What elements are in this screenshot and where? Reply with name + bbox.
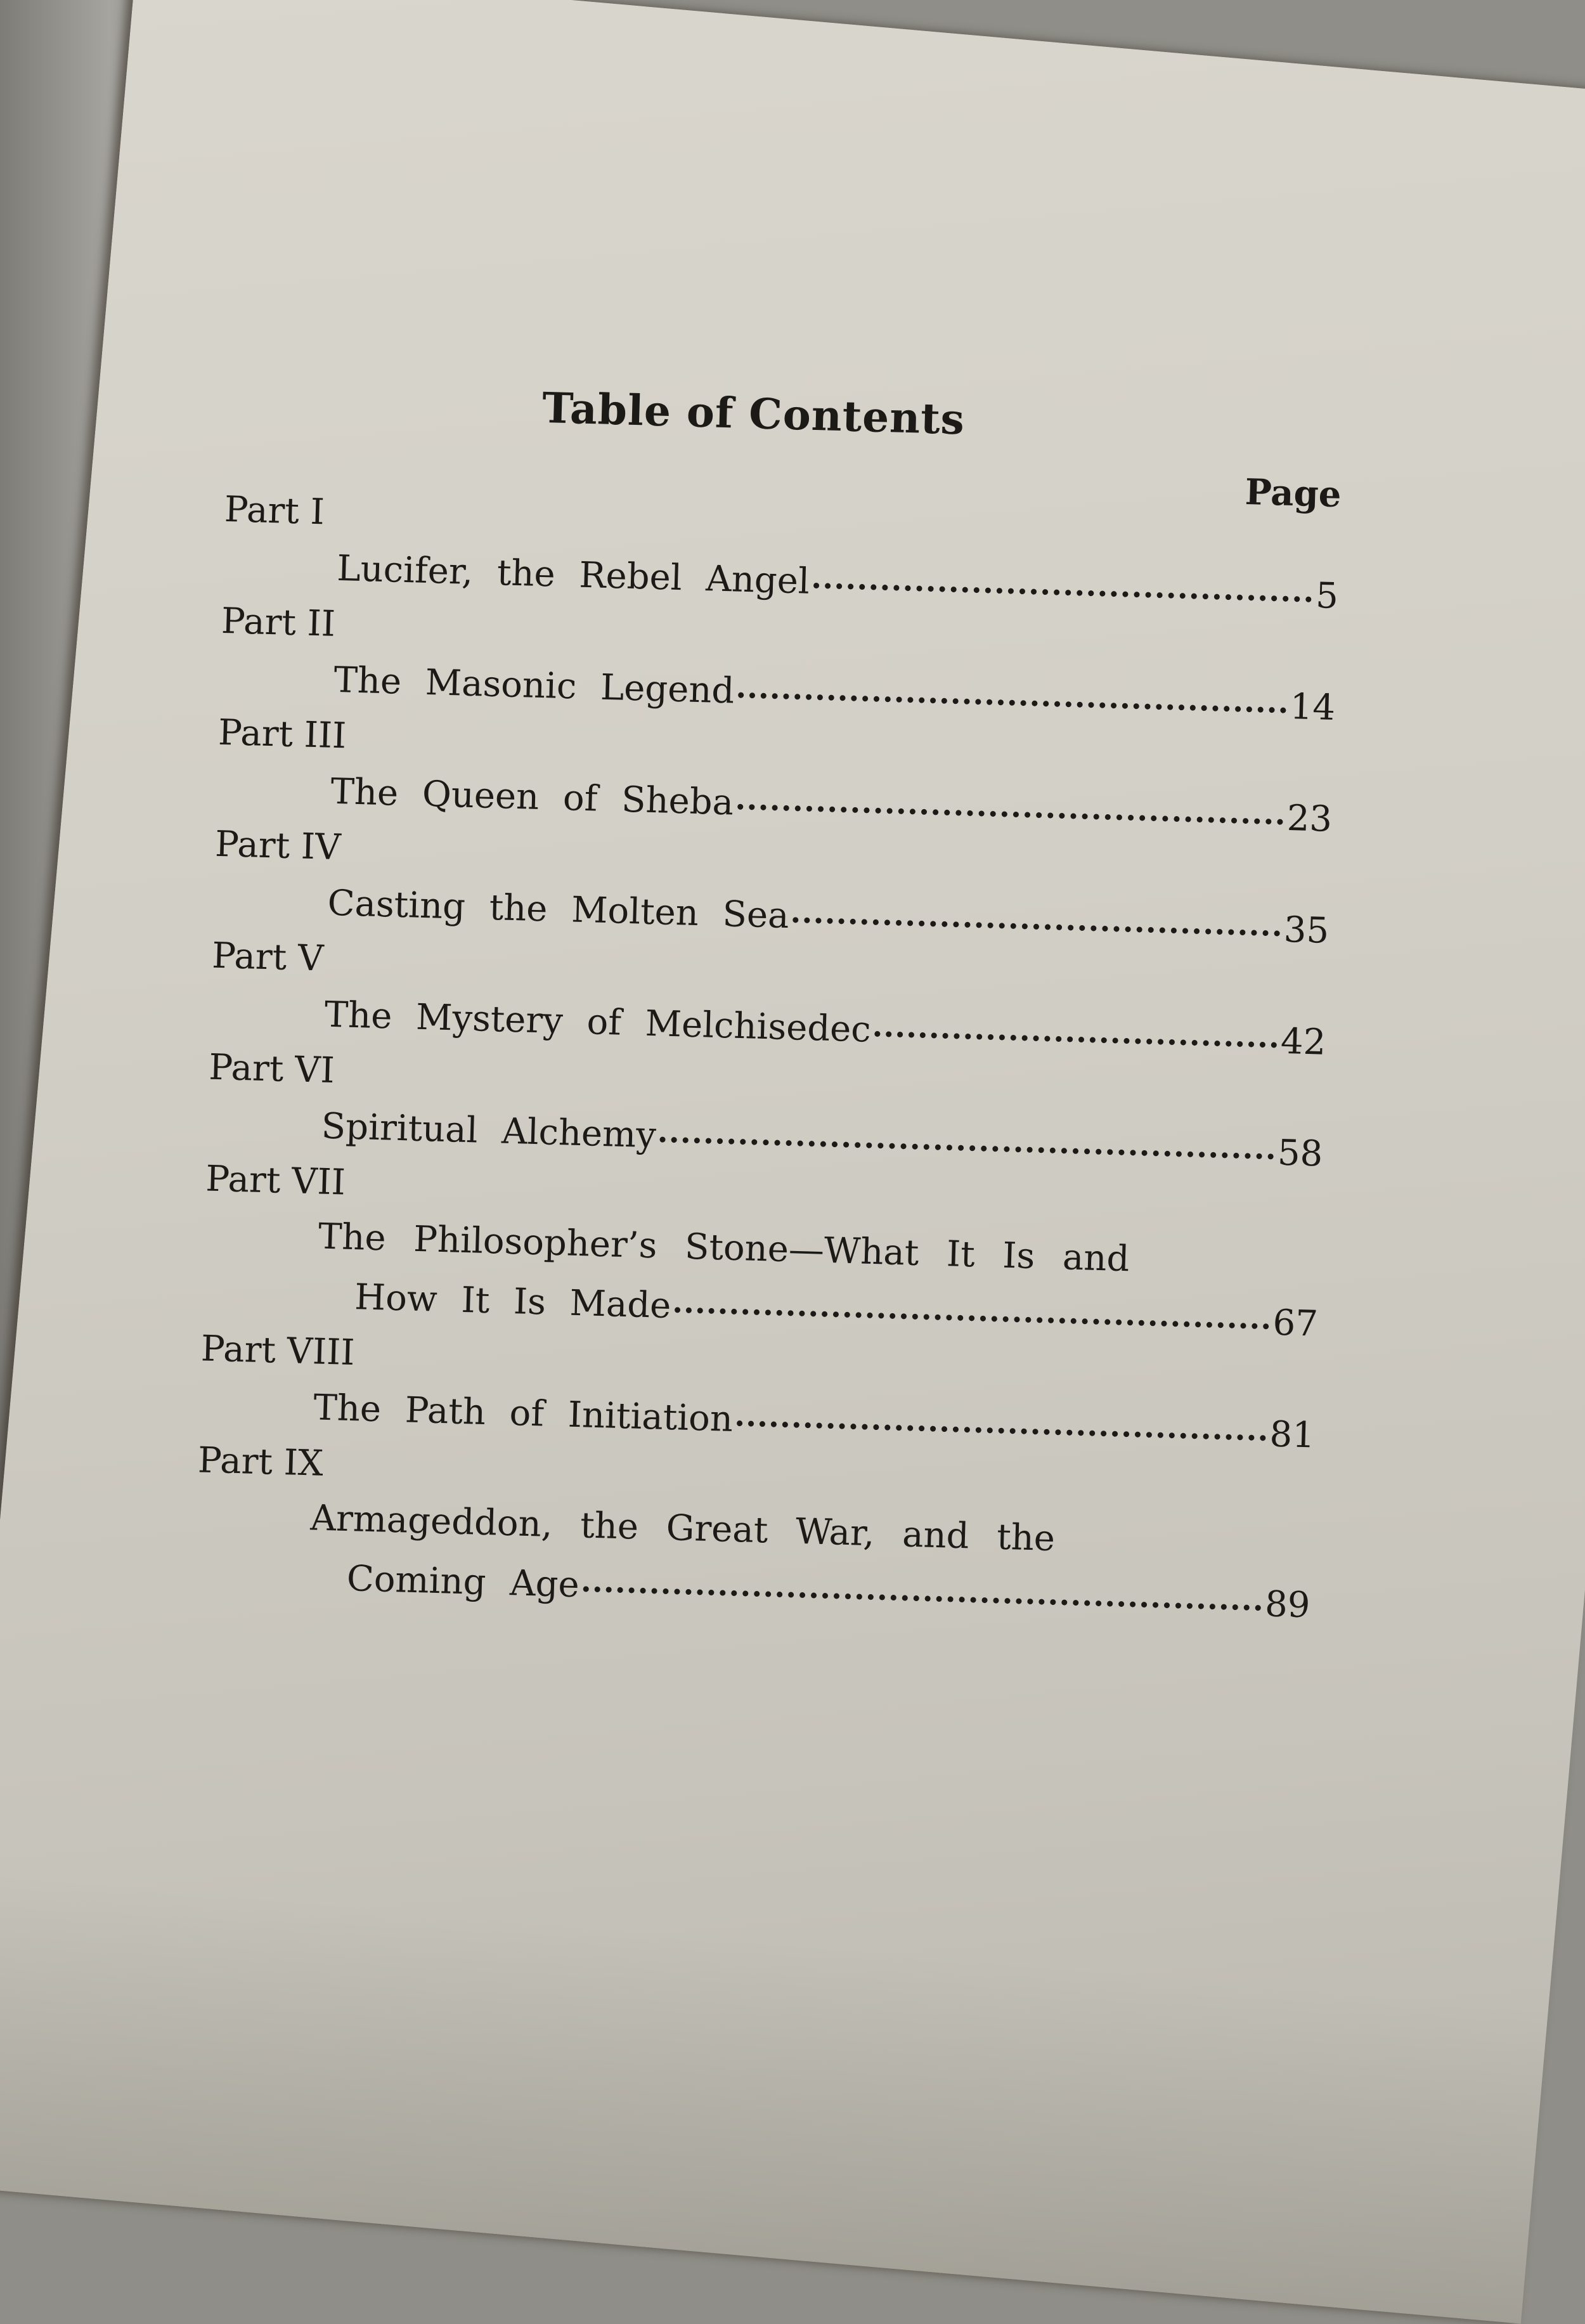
page-number: 89 xyxy=(1264,1583,1311,1626)
dot-leader xyxy=(874,1031,1277,1048)
toc-entry-part-7 xyxy=(202,1154,1373,1356)
dot-leader xyxy=(813,583,1312,602)
page-number: 5 xyxy=(1315,575,1339,618)
page-column-heading: Page xyxy=(1244,471,1342,516)
dot-leader xyxy=(737,804,1283,825)
page-shadow xyxy=(0,1870,1548,2324)
chapter-title: The Mystery of Melchisedec xyxy=(323,994,872,1051)
part-label: Part VIII xyxy=(200,1328,356,1374)
toc-entry-part-9 xyxy=(194,1435,1365,1637)
part-label: Part VI xyxy=(208,1046,335,1092)
page-number: 14 xyxy=(1289,685,1336,729)
table-of-contents xyxy=(194,374,1395,1638)
chapter-title: The Path of Initiation xyxy=(313,1387,734,1440)
part-label: Part I xyxy=(224,488,325,533)
dot-leader xyxy=(660,1136,1274,1159)
dot-leader xyxy=(583,1586,1261,1611)
chapter-title-line-2: Coming Age xyxy=(346,1557,580,1606)
part-label: Part III xyxy=(217,711,347,757)
dot-leader xyxy=(792,917,1280,936)
page-number: 81 xyxy=(1269,1413,1316,1457)
chapter-title: Lucifer, the Rebel Angel xyxy=(336,547,810,602)
chapter-title: Casting the Molten Sea xyxy=(327,882,790,937)
toc-title: Table of Contents xyxy=(541,382,966,445)
dot-leader xyxy=(737,1420,1266,1441)
page-number: 58 xyxy=(1277,1132,1324,1175)
chapter-title-line-1: Armageddon, the Great War, and the xyxy=(309,1497,1056,1560)
chapter-title: The Masonic Legend xyxy=(333,659,735,712)
page-number: 42 xyxy=(1280,1020,1327,1063)
part-label: Part VII xyxy=(205,1158,346,1204)
chapter-title: The Queen of Sheba xyxy=(330,770,734,824)
part-label: Part V xyxy=(211,935,325,980)
page-number: 23 xyxy=(1286,797,1333,840)
chapter-title-line-2: How It Is Made xyxy=(354,1276,672,1327)
dot-leader xyxy=(738,692,1286,713)
part-label: Part IX xyxy=(197,1439,324,1484)
part-label: Part IV xyxy=(214,823,342,869)
chapter-title-line-1: The Philosopher’s Stone—What It Is and xyxy=(318,1216,1130,1280)
part-label: Part II xyxy=(221,600,336,645)
chapter-title: Spiritual Alchemy xyxy=(321,1105,657,1157)
dot-leader xyxy=(675,1307,1269,1329)
page-number: 67 xyxy=(1272,1302,1319,1345)
page-number: 35 xyxy=(1283,909,1330,952)
